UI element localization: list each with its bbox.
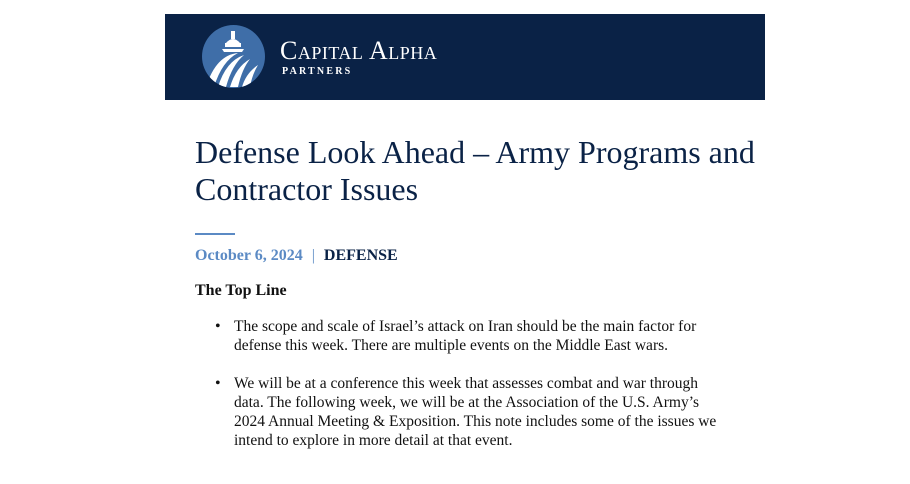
article-title: Defense Look Ahead – Army Programs and Contractor Issues [195,134,755,207]
capitol-dome-logo-icon [202,25,265,88]
list-item: • We will be at a conference this week that assesses combat and war through data. The following week, we will be at the Association of the U.S. Army’s 2024 Annual Meeting & Exposition. This note includes some of the issues we intend to explore in more detail at that event. [215,374,725,450]
list-item: • The scope and scale of Israel’s attack on Iran should be the main factor for defense this week. There are multiple events on the Middle East wars. [215,317,725,355]
title-divider [195,233,235,235]
brand-name: Capital Alpha [280,36,438,65]
header-banner [165,14,765,100]
article-meta [195,246,398,266]
meta-separator: | [311,247,315,264]
article-date: October 6, 2024 [195,247,303,264]
brand-subtitle: PARTNERS [282,66,353,77]
bullet-list [215,317,725,469]
section-heading: The Top Line [195,282,287,299]
article-category: DEFENSE [323,247,398,264]
